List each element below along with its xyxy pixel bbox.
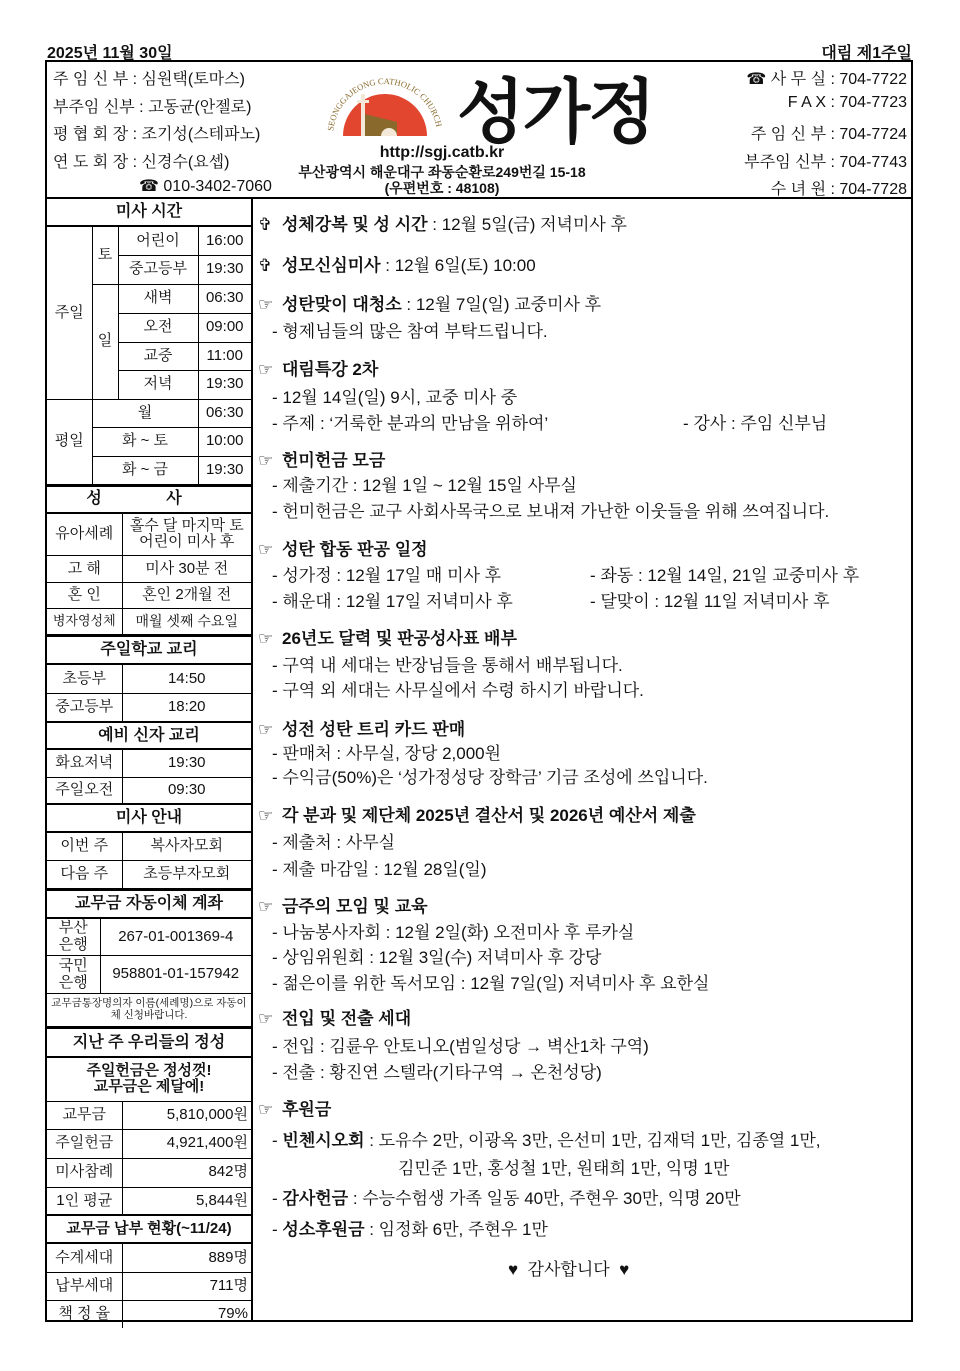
announcement-adoration: ✞ 성체강복 및 성 시간 : 12월 5일(금) 저녁미사 후 — [258, 215, 627, 234]
pointing-hand-icon: ☞ — [258, 1009, 274, 1028]
sacraments-title: 성 사 — [47, 486, 251, 513]
donation-thanks: - 감사헌금 : 수능수험생 가족 일동 40만, 주현우 30만, 익명 20만 — [272, 1189, 741, 1208]
row-value: 미사 30분 전 — [122, 556, 251, 583]
list-item: - 해운대 : 12월 17일 저녁미사 후 — [272, 592, 513, 611]
row-value: 5,810,000원 — [122, 1101, 251, 1129]
row-value: 14:50 — [122, 664, 251, 693]
transfer-note: 교무금통장명의자 이름(세례명)으로 자동이체 신청바랍니다. — [47, 994, 251, 1027]
staff-3: 연 도 회 장 : 신경수(요셉) — [53, 154, 230, 171]
phone-icon: ☎ — [139, 178, 159, 195]
row-label: 수계세대 — [47, 1243, 122, 1272]
announcement-budget: ☞ 각 분과 및 제단체 2025년 결산서 및 2026년 예산서 제출 — [258, 806, 696, 825]
announcement-tree-cards: ☞ 성전 성탄 트리 카드 판매 — [258, 720, 466, 739]
list-item: - 판매처 : 사무실, 장당 2,000원 — [272, 744, 502, 763]
row-value: 711명 — [122, 1272, 251, 1300]
mass-name: 월 — [92, 399, 198, 427]
mass-name: 화 ~ 금 — [92, 456, 198, 484]
mass-name: 새벽 — [118, 284, 198, 313]
list-item: - 젊은이를 위한 독서모임 : 12월 7일(일) 저녁미사 후 요한실 — [272, 974, 710, 993]
section-title: 주일학교 교리 — [47, 636, 251, 664]
row-label: 1인 평균 — [47, 1187, 122, 1215]
contact-office: ☎ 사 무 실 : 704-7722 — [746, 71, 907, 88]
mass-time: 19:30 — [198, 255, 251, 284]
row-value: 홀수 달 마지막 토 어린이 미사 후 — [122, 513, 251, 556]
offering-table — [47, 1027, 251, 1328]
mass-time: 06:30 — [198, 399, 251, 427]
row-label: 주일오전 — [47, 777, 122, 804]
heart-icon: ♥ — [508, 1260, 519, 1279]
list-item: - 제출처 : 사무실 — [272, 833, 396, 852]
row-value: 초등부자모회 — [122, 860, 251, 888]
president-phone: ☎ 010-3402-7060 — [139, 178, 272, 195]
announcement-advent-lecture: ☞ 대림특강 2차 — [258, 360, 379, 379]
row-value: 매월 셋째 수요일 — [122, 609, 251, 635]
address: 부산광역시 해운대구 좌동순환로249번길 15-18 — [298, 164, 586, 180]
contact-fax: F A X : 704-7723 — [787, 94, 907, 111]
row-label: 주일헌금 — [47, 1129, 122, 1158]
row-value: 혼인 2개월 전 — [122, 583, 251, 609]
contact-convent: 수 녀 원 : 704-7728 — [770, 181, 907, 198]
sat-label: 토 — [92, 226, 118, 284]
sun-label: 일 — [92, 284, 118, 399]
row-label: 화요저녁 — [47, 749, 122, 777]
row-value: 5,844원 — [122, 1187, 251, 1215]
list-item: - 구역 외 세대는 사무실에서 수령 하시기 바랍니다. — [272, 681, 644, 700]
website-link[interactable]: http://sgj.catb.kr — [379, 144, 505, 161]
row-value: 09:30 — [122, 777, 251, 804]
row-label: 고 해 — [47, 556, 122, 583]
announcement-calendar: ☞ 26년도 달력 및 판공성사표 배부 — [258, 629, 517, 648]
list-item: - 전입 : 김륜우 안토니오(범일성당 → 벽산1차 구역) — [272, 1037, 649, 1056]
list-item: - 달맞이 : 12월 11일 저녁미사 후 — [590, 592, 830, 611]
list-item: - 구역 내 세대는 반장님들을 통해서 배부됩니다. — [272, 656, 623, 675]
bulletin-title: 성가정 — [457, 71, 654, 153]
list-item: - 헌미헌금은 교구 사회사목국으로 보내져 가난한 이웃들을 위해 쓰여집니다. — [272, 502, 830, 521]
row-value: 복사자모회 — [122, 832, 251, 860]
weekday-label: 평일 — [47, 399, 92, 484]
mass-time: 10:00 — [198, 427, 251, 456]
mass-times-table — [47, 199, 251, 485]
row-value: 79% — [122, 1300, 251, 1328]
section-title: 교무금 자동이체 계좌 — [47, 890, 251, 918]
row-value: 889명 — [122, 1243, 251, 1272]
announcement-rice-offering: ☞ 헌미헌금 모금 — [258, 451, 386, 470]
announcement-cleaning: ☞ 성탄맞이 대청소 : 12월 7일(일) 교중미사 후 — [258, 295, 602, 314]
mass-name: 중고등부 — [118, 255, 198, 284]
row-value: 842명 — [122, 1158, 251, 1187]
row-label: 납부세대 — [47, 1272, 122, 1300]
announcement-donations: ☞ 후원금 — [258, 1100, 332, 1119]
church-logo — [325, 64, 445, 142]
section-title: 교무금 납부 현황(~11/24) — [47, 1215, 251, 1243]
section-title: 미사 안내 — [47, 804, 251, 832]
bank-name: 부산 은행 — [47, 918, 100, 956]
pointing-hand-icon: ☞ — [258, 897, 274, 916]
row-value: 4,921,400원 — [122, 1129, 251, 1158]
row-label: 병자영성체 — [47, 609, 122, 635]
mass-time: 19:30 — [198, 370, 251, 399]
section-title: 예비 신자 교리 — [47, 722, 251, 749]
pointing-hand-icon: ☞ — [258, 720, 274, 739]
row-label: 다음 주 — [47, 860, 122, 888]
pointing-hand-icon: ☞ — [258, 540, 274, 559]
bank-name: 국민 은행 — [47, 956, 100, 994]
section-title: 지난 주 우리들의 정성 — [47, 1028, 251, 1057]
svg-text:SEONGGAJEONG CATHOLIC CHURCH: SEONGGAJEONG CATHOLIC CHURCH — [325, 75, 445, 132]
mass-time: 16:00 — [198, 226, 251, 255]
mass-time: 19:30 — [198, 456, 251, 484]
list-item: - 형제님들의 많은 참여 부탁드립니다. — [272, 322, 548, 341]
donation-vincent: - 빈첸시오회 : 도유수 2만, 이광옥 3만, 은선미 1만, 김재덕 1만, 김종열 1만, — [272, 1131, 821, 1150]
list-item: - 강사 : 주임 신부님 — [683, 414, 828, 433]
row-label: 초등부 — [47, 664, 122, 693]
row-value: 19:30 — [122, 749, 251, 777]
offering-slogan: 주일헌금은 정성껏! 교무금은 제달에! — [47, 1057, 251, 1101]
auto-transfer-table — [47, 889, 251, 1028]
liturgical-season: 대림 제1주일 — [821, 45, 912, 62]
mass-time: 06:30 — [198, 284, 251, 313]
mass-times-title: 미사 시간 — [47, 199, 251, 226]
contact-pastor: 주 임 신 부 : 704-7724 — [750, 126, 907, 143]
staff-0: 주 임 신 부 : 심원택(토마스) — [53, 71, 245, 88]
heart-icon: ♥ — [619, 1260, 630, 1279]
list-item: - 전출 : 황진연 스텔라(기타구역 → 온천성당) — [272, 1063, 602, 1082]
sunday-label: 주일 — [47, 226, 92, 399]
list-item: - 제출기간 : 12월 1일 ~ 12월 15일 사무실 — [272, 476, 577, 495]
account-number: 958801-01-157942 — [100, 956, 251, 994]
announcement-meetings: ☞ 금주의 모임 및 교육 — [258, 897, 428, 916]
contact-assistant: 부주임 신부 : 704-7743 — [744, 154, 907, 171]
row-label: 교무금 — [47, 1101, 122, 1129]
staff-1: 부주임 신부 : 고동균(안젤로) — [53, 99, 252, 116]
list-item: - 좌동 : 12월 14일, 21일 교중미사 후 — [590, 566, 860, 585]
cross-icon: ✞ — [258, 256, 273, 275]
staff-2: 평 협 회 장 : 조기성(스테파노) — [53, 126, 261, 143]
list-item: - 나눔봉사자회 : 12월 2일(화) 오전미사 후 루카실 — [272, 923, 635, 942]
postcode: (우편번호 : 48108) — [384, 180, 500, 196]
mass-time: 11:00 — [198, 342, 251, 370]
row-label: 중고등부 — [47, 693, 122, 722]
pointing-hand-icon: ☞ — [258, 360, 274, 379]
list-item: - 상임위원회 : 12월 3일(수) 저녁미사 후 강당 — [272, 948, 602, 967]
sacraments-table — [47, 485, 251, 636]
mass-name: 교중 — [118, 342, 198, 370]
row-label: 유아세례 — [47, 513, 122, 556]
mass-time: 09:00 — [198, 313, 251, 342]
pointing-hand-icon: ☞ — [258, 806, 274, 825]
list-item: - 주제 : ‘거룩한 분과의 만남을 위하여’ — [272, 414, 549, 433]
row-label: 미사참례 — [47, 1158, 122, 1187]
list-item: - 12월 14일(일) 9시, 교중 미사 중 — [272, 388, 518, 407]
list-item: - 성가정 : 12월 17일 매 미사 후 — [272, 566, 502, 585]
row-label: 이번 주 — [47, 832, 122, 860]
announcement-moves: ☞ 전입 및 전출 세대 — [258, 1009, 412, 1028]
pointing-hand-icon: ☞ — [258, 1100, 274, 1119]
announcement-confession-schedule: ☞ 성탄 합동 판공 일정 — [258, 540, 428, 559]
announcement-marian-mass: ✞ 성모신심미사 : 12월 6일(토) 10:00 — [258, 256, 536, 275]
pointing-hand-icon: ☞ — [258, 451, 274, 470]
closing-message: ♥ 감사합니다 ♥ — [508, 1260, 630, 1279]
account-number: 267-01-001369-4 — [100, 918, 251, 956]
mass-name: 화 ~ 토 — [92, 427, 198, 456]
row-label: 책 정 율 — [47, 1300, 122, 1328]
row-label: 혼 인 — [47, 583, 122, 609]
bulletin-header — [45, 60, 913, 198]
bulletin-date: 2025년 11월 30일 — [47, 45, 173, 62]
row-value: 18:20 — [122, 693, 251, 722]
phone-icon: ☎ — [746, 71, 767, 88]
sidebar — [47, 199, 253, 1320]
mass-name: 오전 — [118, 313, 198, 342]
mass-name: 저녁 — [118, 370, 198, 399]
mass-name: 어린이 — [118, 226, 198, 255]
sunday-school-table — [47, 635, 251, 889]
list-item: - 제출 마감일 : 12월 28일(일) — [272, 860, 487, 879]
pointing-hand-icon: ☞ — [258, 629, 274, 648]
list-item: - 수익금(50%)은 ‘성가정성당 장학금’ 기금 조성에 쓰입니다. — [272, 768, 708, 787]
donation-vincent-cont: 김민준 1만, 홍성철 1만, 원태희 1만, 익명 1만 — [398, 1159, 730, 1178]
donation-vocation: - 성소후원금 : 임정화 6만, 주현우 1만 — [272, 1220, 548, 1239]
pointing-hand-icon: ☞ — [258, 295, 274, 314]
cross-icon: ✞ — [258, 215, 273, 234]
